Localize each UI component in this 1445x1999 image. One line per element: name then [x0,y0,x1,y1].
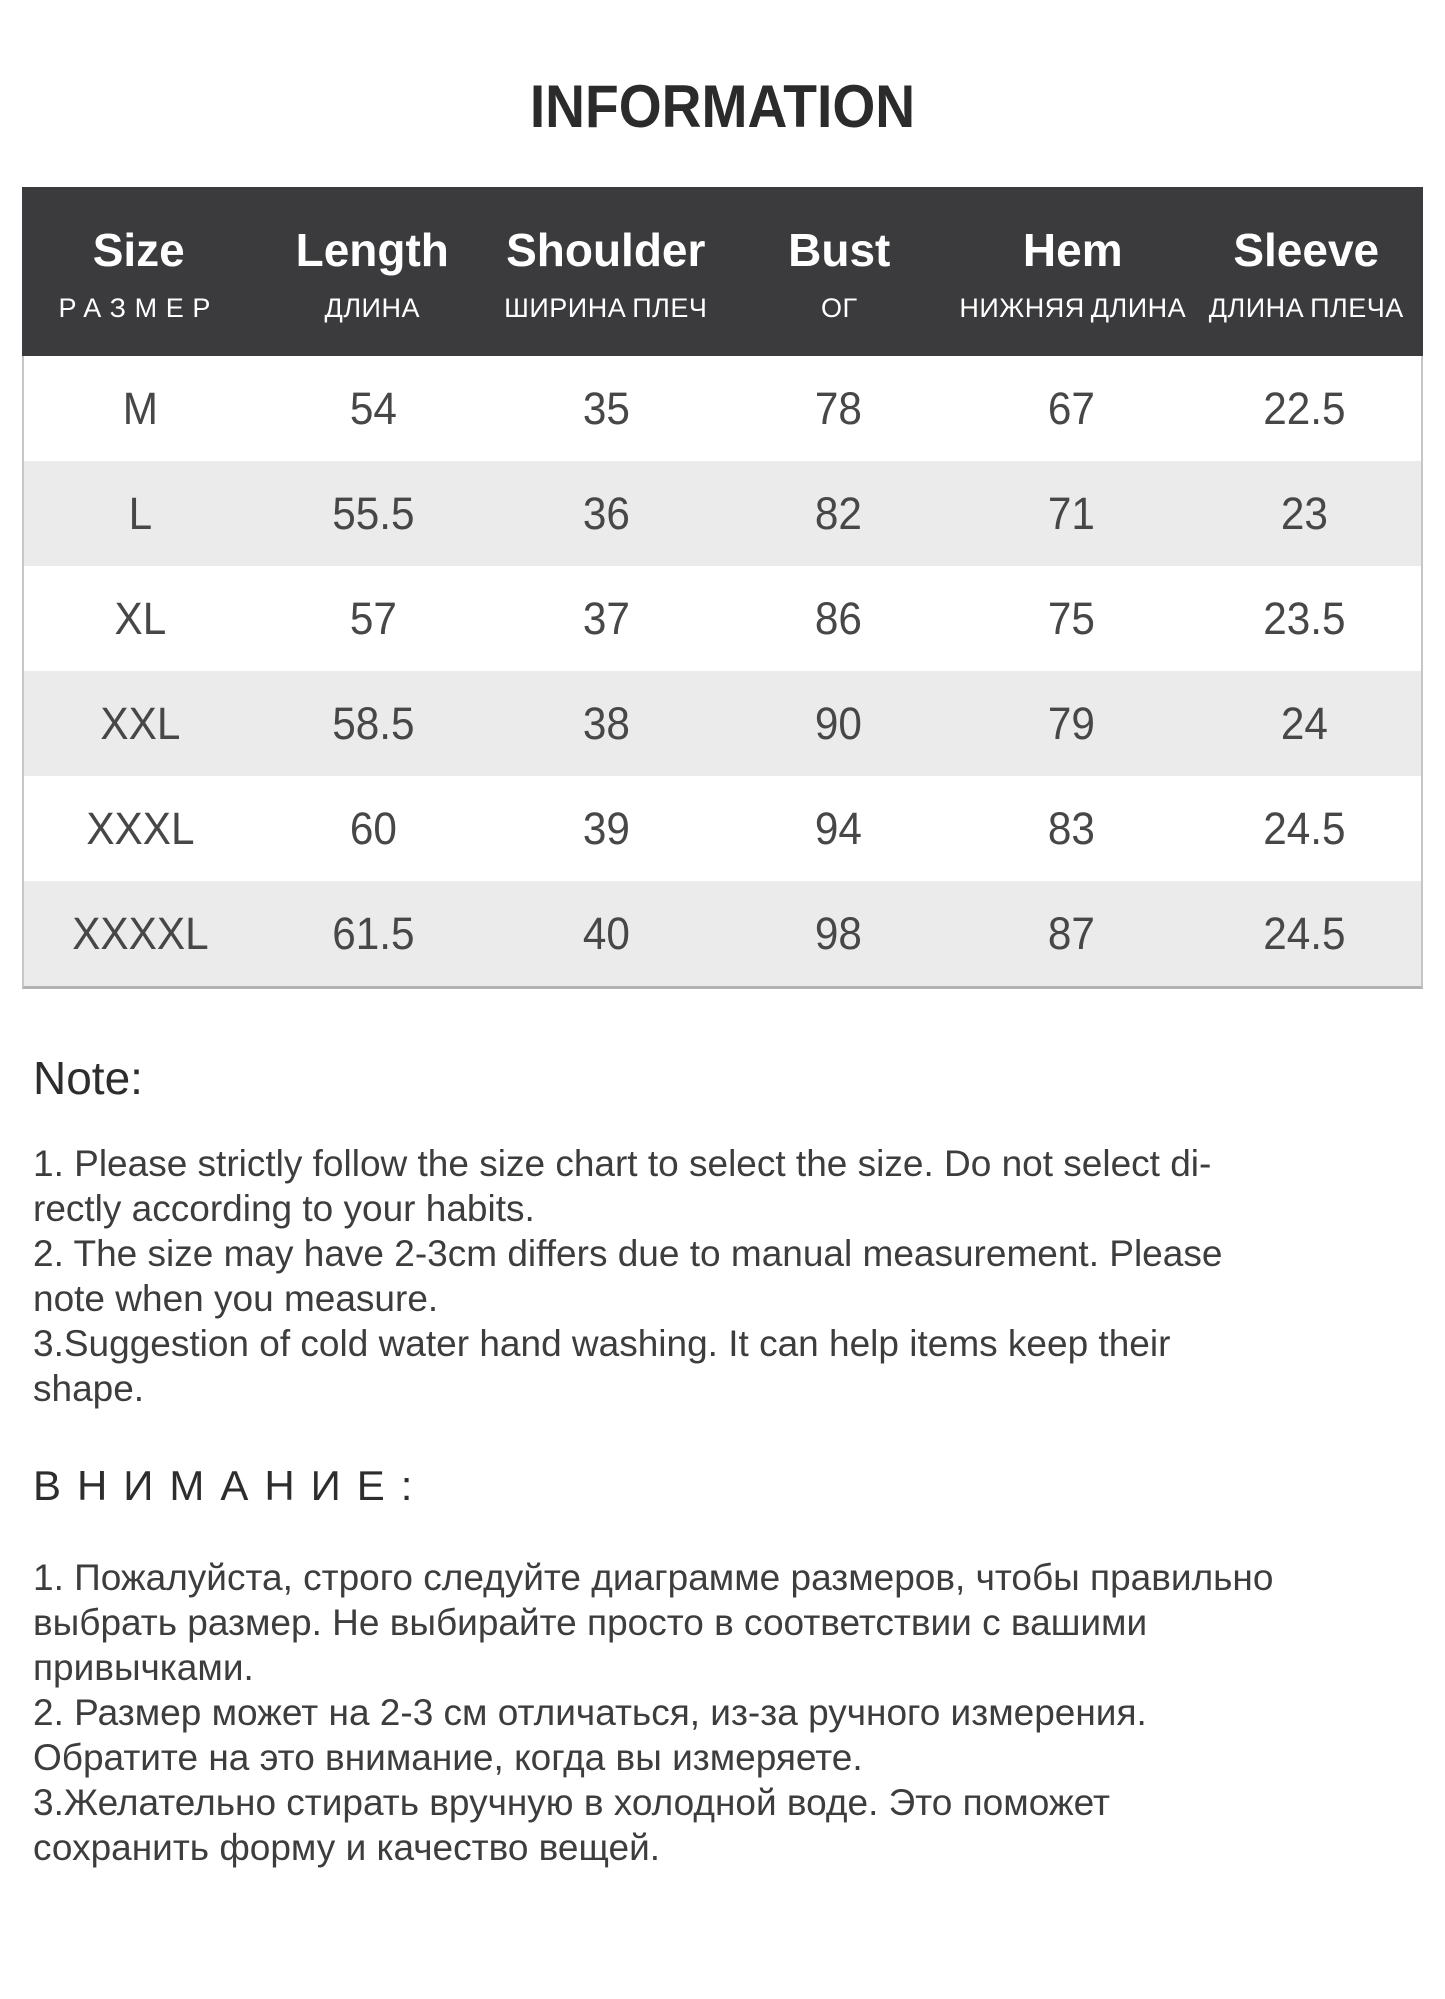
value-cell: 90 [815,697,863,749]
column-label-en: Shoulder [506,224,706,276]
column-header-shoulder [489,187,723,356]
value-cell: 71 [1048,487,1096,539]
value-cell: 79 [1048,697,1096,749]
table-row-l [24,461,1421,566]
information-page [0,72,1445,1999]
value-cell: 23 [1281,487,1329,539]
note-line: 1. Please strictly follow the size chart to select the size. Do not select di- [33,1143,1212,1184]
table-row-m [24,356,1421,461]
table-row-xxxxl [24,881,1421,986]
column-label-en: Hem [1022,224,1123,276]
column-label-en: Sleeve [1233,224,1380,276]
value-cell: 23.5 [1263,592,1346,644]
value-cell: 61.5 [332,907,415,959]
note-line: 2. Размер может на 2-3 см отличаться, из-за ручного измерения. [33,1692,1147,1733]
value-cell: 40 [582,907,630,959]
size-cell: XXXXL [72,907,209,959]
note-line: привычками. [33,1647,254,1688]
column-header-sleeve [1190,187,1424,356]
value-cell: 24.5 [1263,907,1346,959]
value-cell: 98 [815,907,863,959]
value-cell: 83 [1048,802,1096,854]
value-cell: 94 [815,802,863,854]
column-label-ru: ДЛИНА [324,293,420,323]
size-table-header [22,187,1423,356]
value-cell: 86 [815,592,863,644]
size-cell: XL [114,592,167,644]
note-heading-russian: ВНИМАНИЕ: [33,1462,429,1509]
value-cell: 82 [815,487,863,539]
column-header-size [22,187,256,356]
size-cell: XXL [100,697,181,749]
note-line: note when you measure. [33,1278,439,1319]
note-line: shape. [33,1368,145,1409]
note-section-russian [33,1463,1415,1870]
value-cell: 24 [1281,697,1329,749]
column-label-en: Bust [788,224,891,276]
column-label-ru: ДЛИНА ПЛЕЧА [1208,293,1404,323]
table-row-xxl [24,671,1421,776]
value-cell: 55.5 [332,487,415,539]
table-row-xl [24,566,1421,671]
note-line: сохранить форму и качество вещей. [33,1827,661,1868]
column-label-ru: НИЖНЯЯ ДЛИНА [959,293,1187,323]
size-cell: M [122,382,159,434]
column-label-ru: ОГ [820,293,858,323]
value-cell: 36 [582,487,630,539]
note-line: Обратите на это внимание, когда вы измеряете. [33,1737,863,1778]
page-title: INFORMATION [529,73,916,140]
value-cell: 78 [815,382,863,434]
value-cell: 75 [1048,592,1096,644]
size-table-body [22,356,1423,989]
value-cell: 39 [582,802,630,854]
note-section-english [33,1052,1415,1411]
column-header-hem [956,187,1190,356]
note-text-russian [33,1555,1415,1870]
value-cell: 24.5 [1263,802,1346,854]
column-label-ru: РАЗМЕР [58,293,220,323]
value-cell: 57 [349,592,397,644]
value-cell: 38 [582,697,630,749]
value-cell: 60 [349,802,397,854]
note-line: rectly according to your habits. [33,1188,535,1229]
note-line: 3.Желательно стирать вручную в холодной воде. Это поможет [33,1782,1110,1823]
note-line: 3.Suggestion of cold water hand washing. It can help items keep their [33,1323,1171,1364]
column-header-bust [723,187,957,356]
column-label-ru: ШИРИНА ПЛЕЧ [504,293,708,323]
size-cell: XXXL [86,802,195,854]
note-line: 2. The size may have 2-3cm differs due to manual measurement. Please [33,1233,1223,1274]
value-cell: 35 [582,382,630,434]
value-cell: 22.5 [1263,382,1346,434]
value-cell: 67 [1048,382,1096,434]
note-text-english [33,1141,1415,1411]
value-cell: 37 [582,592,630,644]
value-cell: 87 [1048,907,1096,959]
column-label-en: Size [92,224,185,276]
note-line: 1. Пожалуйста, строго следуйте диаграмме размеров, чтобы правильно [33,1557,1274,1598]
note-heading-english: Note: [33,1052,143,1104]
table-row-xxxl [24,776,1421,881]
size-table [22,187,1423,989]
column-label-en: Length [295,224,449,276]
size-cell: L [128,487,153,539]
column-header-length [256,187,490,356]
value-cell: 58.5 [332,697,415,749]
note-line: выбрать размер. Не выбирайте просто в соответствии с вашими [33,1602,1148,1643]
value-cell: 54 [349,382,397,434]
